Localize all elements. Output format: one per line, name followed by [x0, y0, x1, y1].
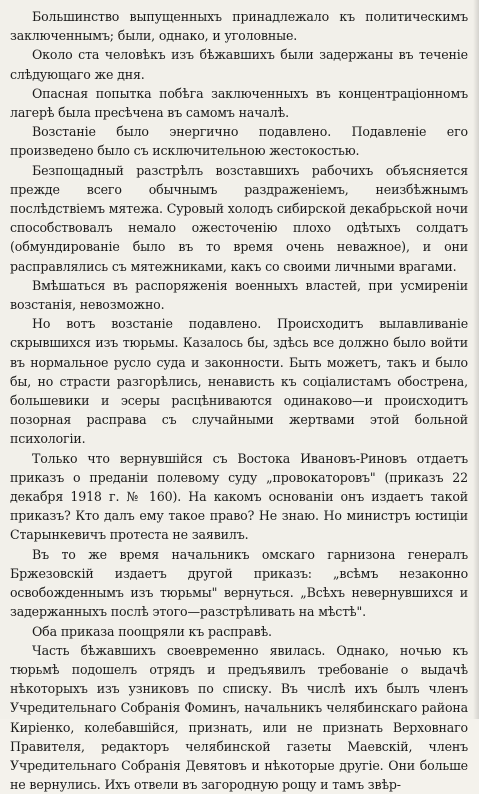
paragraph-9: Въ то же время начальникъ омскаго гарнизона генералъ Бржезовскій издаетъ другой приказъ: „всѣмъ незаконно освобожденнымъ изъ тюрьмы" вернуться. „Всѣхъ невернувшихся и задержанныхъ послѣ этого—разстрѣливать на мѣстѣ". — [10, 546, 468, 620]
paragraph-6: Вмѣшаться въ распоряженія военныхъ властей, при усмиреніи возстанія, невозможно. — [10, 277, 468, 313]
paragraph-8: Только что вернувшійся съ Востока Ивановъ-Риновъ отдаетъ приказъ о преданіи полевому суду „провокаторовъ" (приказъ 22 декабря 1918 г. № 160). На какомъ основаніи онъ издаетъ такой приказъ? Кто далъ ему такое право? Не знаю. Но министръ юстиціи Старынкевичъ протеста не заявилъ. — [10, 450, 468, 543]
paragraph-1: Большинство выпущенныхъ принадлежало къ политическимъ заключеннымъ; были, однако, и уголовные. — [10, 9, 468, 44]
paragraph-4: Возстаніе было энергично подавлено. Подавленіе его произведено было съ исключительною жестокостью. — [10, 124, 468, 159]
paragraph-7: Но вотъ возстаніе подавлено. Происходитъ вылавливаніе скрывшихся изъ тюрьмы. Казалось бы, здѣсь все должно было войти въ нормальное русло суда и законности. Быть можетъ, такъ и было бы, но страсти разгорѣлись, ненависть къ соціалистамъ обострена, большевики и эсеры расцѣниваются одинаково—и происходитъ позорная расправа съ случайными жертвами этой больной психологіи. — [10, 316, 468, 447]
paragraph-3: Опасная попытка побѣга заключенныхъ въ концентраціонномъ лагерѣ была пресѣчена въ самомъ началѣ. — [10, 85, 468, 121]
paragraph-5: Безпощадный разстрѣлъ возставшихъ рабочихъ объясняется прежде всего обычнымъ раздраженіемъ, неизбѣжнымъ послѣдствіемъ мятежа. Суровый холодъ сибирской декабрьской ночи способствовалъ немало ожесточенію плохо одѣтыхъ солдатъ (обмундированіе было въ то время очень неважное), и они расправлялись съ мятежниками, какъ со своими личными врагами. — [10, 162, 468, 274]
page-edge-shadow — [473, 0, 479, 719]
paragraph-10: Оба приказа поощряли къ расправѣ. — [32, 623, 272, 639]
paragraph-2: Около ста человѣкъ изъ бѣжавшихъ были задержаны въ теченіе слѣдующаго же дня. — [10, 47, 468, 82]
text-column — [10, 7, 468, 794]
paragraph-11: Часть бѣжавшихъ своевременно явилась. Однако, ночью къ тюрьмѣ подошелъ отрядъ и предъявилъ требованіе о выдачѣ нѣкоторыхъ изъ узниковъ по списку. Въ числѣ ихъ былъ членъ Учредительнаго Собранія Фоминъ, начальникъ челябинскаго района Киріенко, колебавшійся, признать, или не признать Верховнаго Правителя, редакторъ челябинской газеты Маевскій, членъ Учредительнаго Собранія Девятовъ и нѣкоторые другіе. Они больше не вернулись. Ихъ отвели въ загородную рощу и тамъ звѣр- — [10, 642, 468, 793]
